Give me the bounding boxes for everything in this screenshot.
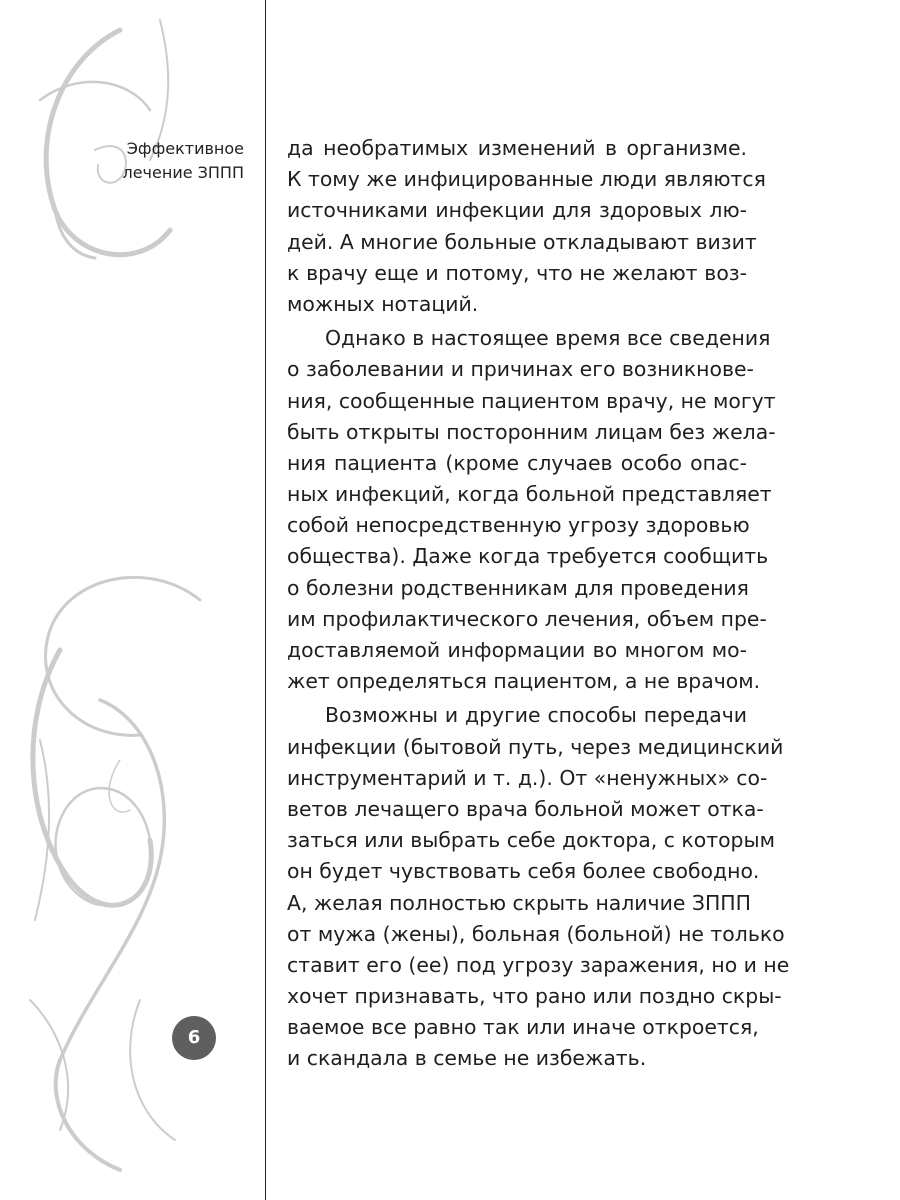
text-line: ных инфекций, когда больной представляет xyxy=(287,482,772,507)
text-line: дей. А многие больные откладывают визит xyxy=(287,229,757,254)
text-line: да необратимых изменений в организме. xyxy=(287,136,747,160)
text-line: о болезни родственникам для проведения xyxy=(287,575,749,600)
text-line: к врачу еще и потому, что не желают воз- xyxy=(287,260,747,285)
page-number-badge: 6 xyxy=(172,1016,216,1060)
text-line: А, желая полностью скрыть наличие ЗППП xyxy=(287,890,751,915)
text-line: ния, сообщенные пациентом врачу, не могут xyxy=(287,388,776,413)
running-head xyxy=(60,137,244,185)
text-line: заться или выбрать себе доктора, с которым xyxy=(287,828,775,853)
text-line: инфекции (бытовой путь, через медицинский xyxy=(287,734,784,759)
text-line: Однако в настоящее время все сведения xyxy=(325,326,771,351)
text-line: он будет чувствовать себя более свободно. xyxy=(287,859,760,884)
text-line: ваемое все равно так или иначе откроется, xyxy=(287,1015,759,1040)
text-line: собой непосредственную угрозу здоровью xyxy=(287,513,750,538)
text-line: жет определяться пациентом, а не врачом. xyxy=(287,669,761,694)
text-line: Возможны и другие способы передачи xyxy=(325,703,747,728)
text-line: ставит его (ее) под угрозу заражения, но и не xyxy=(287,952,790,977)
text-line: общества). Даже когда требуется сообщить xyxy=(287,544,769,569)
text-line: им профилактического лечения, объем пре- xyxy=(287,606,767,631)
body-text xyxy=(287,133,790,1075)
text-line: инструментарий и т. д.). От «ненужных» со- xyxy=(287,765,768,790)
text-line: и скандала в семье не избежать. xyxy=(287,1046,647,1071)
text-line: хочет признавать, что рано или поздно скры- xyxy=(287,984,782,1009)
text-line: быть открыты посторонним лицам без жела- xyxy=(287,419,776,444)
text-line: источниками инфекции для здоровых лю- xyxy=(287,198,747,223)
running-head-line-2: лечение ЗППП xyxy=(122,163,244,182)
text-line: ния пациента (кроме случаев особо опас- xyxy=(287,450,747,475)
running-head-line-1: Эффективное xyxy=(126,139,244,158)
paragraph-1 xyxy=(287,133,766,320)
text-line: доставляемой информации во многом мо- xyxy=(287,638,747,662)
text-line: можных нотаций. xyxy=(287,291,479,316)
paragraph-2 xyxy=(287,323,776,697)
column-divider-rule xyxy=(265,0,266,1200)
text-line: от мужа (жены), больная (больной) не только xyxy=(287,921,785,946)
text-line: ветов лечащего врача больной может отка- xyxy=(287,796,764,821)
text-line: о заболевании и причинах его возникнове- xyxy=(287,357,754,382)
paragraph-3 xyxy=(287,700,790,1074)
text-line: К тому же инфицированные люди являются xyxy=(287,167,766,192)
